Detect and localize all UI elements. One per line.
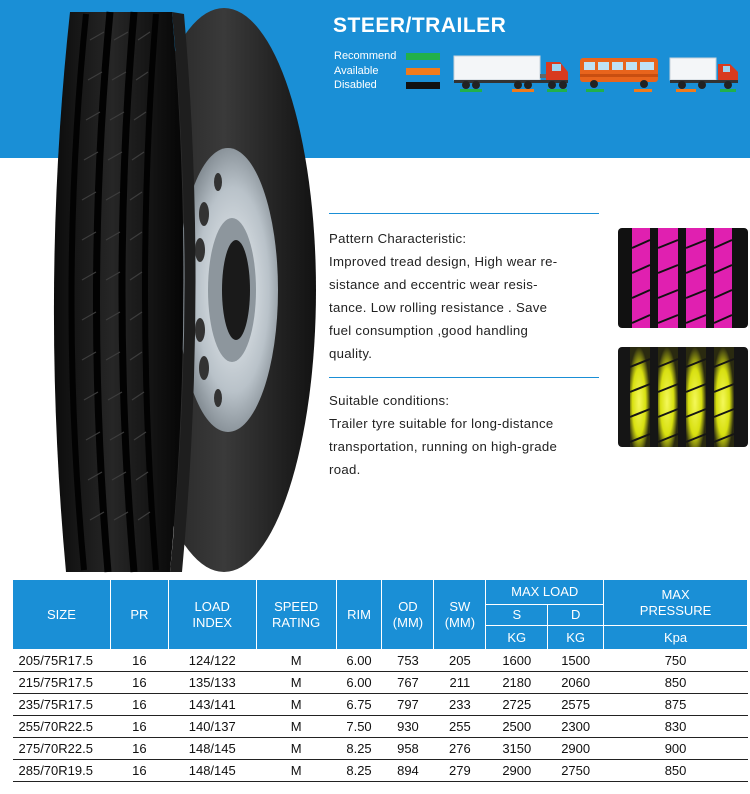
legend-label: Available xyxy=(334,65,379,77)
cell-load-index: 148/145 xyxy=(168,738,256,760)
cell-pr: 16 xyxy=(110,694,168,716)
divider-top xyxy=(329,213,599,214)
cell-load-index: 135/133 xyxy=(168,672,256,694)
pattern-description xyxy=(329,227,609,365)
cell-load-index: 143/141 xyxy=(168,694,256,716)
header-size: SIZE xyxy=(13,580,111,650)
cell-pressure: 750 xyxy=(604,650,748,672)
cell-sw: 255 xyxy=(434,716,486,738)
legend-available xyxy=(334,65,406,78)
cell-pr: 16 xyxy=(110,650,168,672)
pattern-heading: Pattern Characteristic: xyxy=(329,231,467,246)
cell-pr: 16 xyxy=(110,738,168,760)
cell-sw: 276 xyxy=(434,738,486,760)
tire-image xyxy=(0,0,320,580)
cell-rim: 6.00 xyxy=(336,650,382,672)
cell-rim: 7.50 xyxy=(336,716,382,738)
cell-load-d: 1500 xyxy=(548,650,604,672)
cell-size: 205/75R17.5 xyxy=(13,650,111,672)
cell-size: 285/70R19.5 xyxy=(13,760,111,782)
cell-load-d: 2575 xyxy=(548,694,604,716)
cell-speed: M xyxy=(256,694,336,716)
cell-load-index: 140/137 xyxy=(168,716,256,738)
cell-rim: 8.25 xyxy=(336,738,382,760)
spec-table xyxy=(12,579,748,782)
cell-sw: 279 xyxy=(434,760,486,782)
header-rim: RIM xyxy=(336,580,382,650)
cell-rim: 6.00 xyxy=(336,672,382,694)
header-max-load: MAX LOAD xyxy=(486,580,604,605)
legend-recommend xyxy=(334,50,406,63)
cell-load-s: 2180 xyxy=(486,672,548,694)
cell-size: 215/75R17.5 xyxy=(13,672,111,694)
pattern-line: fuel consumption ,good handling xyxy=(329,323,529,338)
cell-od: 930 xyxy=(382,716,434,738)
suitable-line: transportation, running on high-grade xyxy=(329,439,558,454)
header-pr: PR xyxy=(110,580,168,650)
bus-icon xyxy=(578,52,660,92)
cell-pressure: 900 xyxy=(604,738,748,760)
cell-pressure: 850 xyxy=(604,672,748,694)
table-row xyxy=(13,738,748,760)
header-dual: D xyxy=(548,605,604,626)
cell-speed: M xyxy=(256,672,336,694)
header-sw: SW (MM) xyxy=(434,580,486,650)
pattern-line: Improved tread design, High wear re- xyxy=(329,254,558,269)
cell-pressure: 850 xyxy=(604,760,748,782)
cell-pr: 16 xyxy=(110,716,168,738)
cell-speed: M xyxy=(256,716,336,738)
cell-rim: 6.75 xyxy=(336,694,382,716)
tread-wear-magenta-image xyxy=(618,228,748,328)
cell-od: 797 xyxy=(382,694,434,716)
cell-load-d: 2060 xyxy=(548,672,604,694)
tread-wear-yellow-image xyxy=(618,347,748,447)
suitable-description xyxy=(329,389,609,481)
suitable-line: Trailer tyre suitable for long-distance xyxy=(329,416,554,431)
cell-sw: 211 xyxy=(434,672,486,694)
cell-size: 275/70R22.5 xyxy=(13,738,111,760)
pattern-line: quality. xyxy=(329,346,373,361)
cell-size: 235/75R17.5 xyxy=(13,694,111,716)
cell-load-d: 2900 xyxy=(548,738,604,760)
cell-load-s: 2725 xyxy=(486,694,548,716)
table-row xyxy=(13,650,748,672)
header-speed-rating: SPEED RATING xyxy=(256,580,336,650)
cell-load-index: 124/122 xyxy=(168,650,256,672)
pattern-line: sistance and eccentric wear resis- xyxy=(329,277,538,292)
suitable-line: road. xyxy=(329,462,361,477)
divider-middle xyxy=(329,377,599,378)
cell-pr: 16 xyxy=(110,672,168,694)
header-kg-single: KG xyxy=(486,626,548,650)
table-row xyxy=(13,760,748,782)
cell-pr: 16 xyxy=(110,760,168,782)
table-row xyxy=(13,694,748,716)
cell-od: 894 xyxy=(382,760,434,782)
header-od: OD (MM) xyxy=(382,580,434,650)
legend-swatch-orange xyxy=(406,68,440,75)
cell-load-index: 148/145 xyxy=(168,760,256,782)
pattern-line: tance. Low rolling resistance . Save xyxy=(329,300,548,315)
legend-disabled xyxy=(334,79,406,92)
cell-speed: M xyxy=(256,650,336,672)
cell-speed: M xyxy=(256,760,336,782)
cell-load-s: 3150 xyxy=(486,738,548,760)
cell-speed: M xyxy=(256,738,336,760)
cell-load-d: 2750 xyxy=(548,760,604,782)
header-single: S xyxy=(486,605,548,626)
truck-trailer-icon xyxy=(452,52,570,92)
cell-pressure: 830 xyxy=(604,716,748,738)
legend-label: Recommend xyxy=(334,50,397,62)
cell-load-s: 1600 xyxy=(486,650,548,672)
cell-size: 255/70R22.5 xyxy=(13,716,111,738)
cell-rim: 8.25 xyxy=(336,760,382,782)
suitable-heading: Suitable conditions: xyxy=(329,393,450,408)
table-row xyxy=(13,716,748,738)
page-title: STEER/TRAILER xyxy=(333,14,507,37)
cell-load-s: 2900 xyxy=(486,760,548,782)
cell-pressure: 875 xyxy=(604,694,748,716)
cell-load-d: 2300 xyxy=(548,716,604,738)
legend-label: Disabled xyxy=(334,79,377,91)
cell-od: 958 xyxy=(382,738,434,760)
legend-swatch-black xyxy=(406,82,440,89)
header-load-index: LOAD INDEX xyxy=(168,580,256,650)
cell-sw: 205 xyxy=(434,650,486,672)
box-truck-icon xyxy=(668,52,740,92)
cell-od: 767 xyxy=(382,672,434,694)
cell-load-s: 2500 xyxy=(486,716,548,738)
header-kg-dual: KG xyxy=(548,626,604,650)
cell-od: 753 xyxy=(382,650,434,672)
legend-swatch-green xyxy=(406,53,440,60)
header-max-pressure: MAX PRESSURE xyxy=(604,580,748,626)
table-row xyxy=(13,672,748,694)
cell-sw: 233 xyxy=(434,694,486,716)
header-kpa: Kpa xyxy=(604,626,748,650)
